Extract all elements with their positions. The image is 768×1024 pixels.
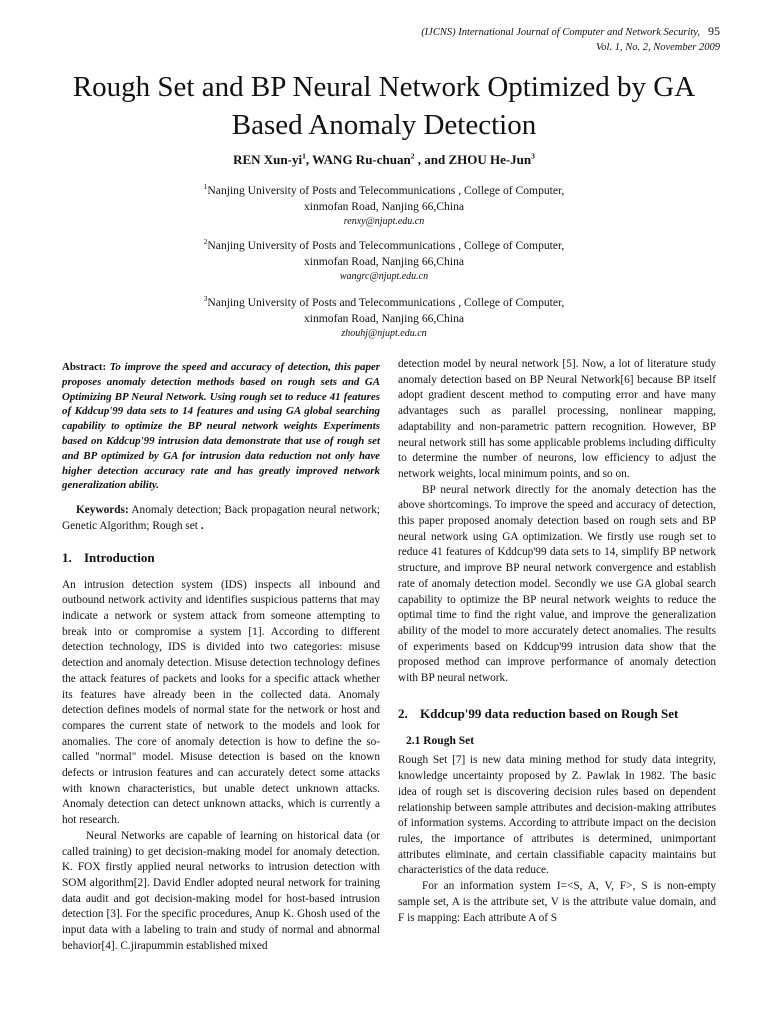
keywords (62, 503, 380, 534)
running-header (421, 24, 720, 55)
journal-name: (IJCNS) International Journal of Computer and Network Security, (421, 27, 700, 38)
keywords-end: . (197, 519, 204, 532)
section-number: 1. (62, 549, 72, 565)
author-name: WANG Ru-chuan (312, 152, 411, 167)
author-separator: , and (414, 152, 449, 167)
affiliation-line: Nanjing University of Posts and Telecommunications , College of Computer, (207, 184, 565, 197)
section-number: 2. (398, 705, 408, 721)
author-sup: 2 (410, 151, 415, 161)
author-sup: 3 (531, 151, 535, 161)
paragraph: An intrusion detection system (IDS) inspects all inbound and outbound network activity and identifies suspicious patterns that may indicate a network or system attack from someone attempting to break into or compromise a system [1]. According to different detection technology, IDS is divided into two categories: misuse detection and anomaly detection. Misuse detection technology defines the attack features of packets and looks for a specific attack whether its features have already been in the collected data. Anomaly detection defines models of normal state for the network or host and compares the current state of network to the models and look for anomalies. The core of anomaly detection is how to define the so-called "normal" model. Misuse detection is based on the known defects or intrusion features and can accurately detect some attacks with known characteristics, but unable detect unknown attacks. Anomaly detection can detect unknown attacks, which is currently a hot research. (62, 578, 380, 827)
paper-title: Rough Set and BP Neural Network Optimized by GA Based Anomaly Detection (72, 71, 696, 141)
paragraph: BP neural network directly for the anomaly detection has the above shortcomings. To improve the speed and accuracy of detection, this paper proposed anomaly detection based on rough sets and BP neural network using GA optimization. We firstly use rough set to reduce 41 features of Kddcup'99 data sets to 14, simplify BP network structure, and improve BP neural network convergence and establish rate of anomaly detection model. Secondly we use GA global search capability to optimize the BP neural network weights to reduce the optimal time to find the right value, and improve the generalization ability of the model to more accurately detect anomalies. The results of experiments based on Kddcup'99 intrusion data show that the proposed method can improve performance of anomaly detection with BP neural network. (398, 483, 716, 685)
affiliation-address: xinmofan Road, Nanjing 66,China (303, 311, 465, 325)
abstract (62, 360, 380, 493)
paragraph: For an information system I=<S, A, V, F>, S is non-empty sample set, A is the attribute set, V is the attribute value domain, and F is mapping: Each attribute A of S (398, 880, 716, 924)
section-title: Introduction (84, 549, 155, 565)
author-email: zhouhj@njupt.edu.cn (341, 328, 427, 339)
author-list (40, 152, 728, 168)
paragraph: Neural Networks are capable of learning on historical data (or called training) to get decision-making model for anomaly detection. K. FOX firstly applied neural networks to intrusion detection with SOM algorithm[2]. David Endler adopted neural network for training data audit and got decision-making model for host-based intrusion detection [3]. For the specific procedures, Anup K. Ghosh used of the input data with a labeling to train and study of normal and abnormal behavior[4]. C.jirapummin established mixed (62, 829, 380, 952)
affiliation-address: xinmofan Road, Nanjing 66,China (303, 199, 465, 213)
affiliation-sup: 3 (203, 294, 208, 304)
author-name: REN Xun-yi (233, 152, 303, 167)
affiliation-sup: 1 (203, 182, 208, 192)
section-heading (62, 549, 380, 566)
author-email: renxy@njupt.edu.cn (343, 216, 425, 227)
affiliation-line: Nanjing University of Posts and Telecommunications , College of Computer, (207, 296, 565, 309)
affiliation-block (100, 183, 668, 230)
paragraph: Rough Set [7] is new data mining method for study data integrity, knowledge uncertainty proposed by Z. Pawlak In 1982. The basic idea of rough set is discovering decision rules based on dependent relationship between sample attributes and decision-making attributes of information systems. According to attribute impact on the decision rules, the importance of attributes is determined, unimportant attributes eliminate, and certain classifiable capacity maintains but characteristics of the data reduce. (398, 754, 716, 877)
paragraph: detection model by neural network [5]. Now, a lot of literature study anomaly detection based on BP Neural Network[6] because BP itself adopt gradient descent method to computing error and have many advantages such as parallel processing, nonlinear mapping, adaptability and non-parametric pattern recognition. However, BP neural network still has some applicable problems including difficulty to determine the number of neurons, low efficiency to adjust the network weights, local minimum points, and so on. (398, 358, 716, 480)
volume-info: Vol. 1, No. 2, November 2009 (596, 42, 720, 53)
author-separator: , (305, 152, 313, 167)
author-email: wangrc@njupt.edu.cn (339, 271, 429, 282)
author-sup: 1 (302, 151, 306, 161)
section-heading (398, 705, 716, 722)
page-number: 95 (708, 24, 720, 38)
abstract-text: To improve the speed and accuracy of detection, this paper proposes anomaly detection methods based on rough sets and GA Optimizing BP Neural Network. Using rough set to reduce 41 features of Kddcup'99 data sets to 14 features and using GA global searching capability to optimize the BP neural network weights Experiments based on Kddcup'99 intrusion data demonstrate that use of rough set and BP optimized by GA for intrusion data reduction not only have higher detection accuracy rate and has greatly improved network generalization ability. (62, 361, 380, 492)
affiliation-line: Nanjing University of Posts and Telecommunications , College of Computer, (207, 239, 565, 252)
abstract-label: Abstract: (62, 361, 107, 373)
section-title: Kddcup'99 data reduction based on Rough Set (420, 705, 679, 721)
affiliation-sup: 2 (203, 237, 208, 247)
keywords-label: Keywords: (76, 504, 129, 517)
right-column (398, 357, 716, 926)
author-name: ZHOU He-Jun (448, 152, 532, 167)
keywords-text: Anomaly detection; Back propagation neural network; Genetic Algorithm; Rough set (62, 504, 380, 532)
affiliation-block (100, 238, 668, 285)
left-column (62, 360, 380, 954)
affiliation-address: xinmofan Road, Nanjing 66,China (303, 254, 465, 268)
subsection-heading: 2.1 Rough Set (406, 734, 475, 747)
affiliation-block (100, 295, 668, 342)
